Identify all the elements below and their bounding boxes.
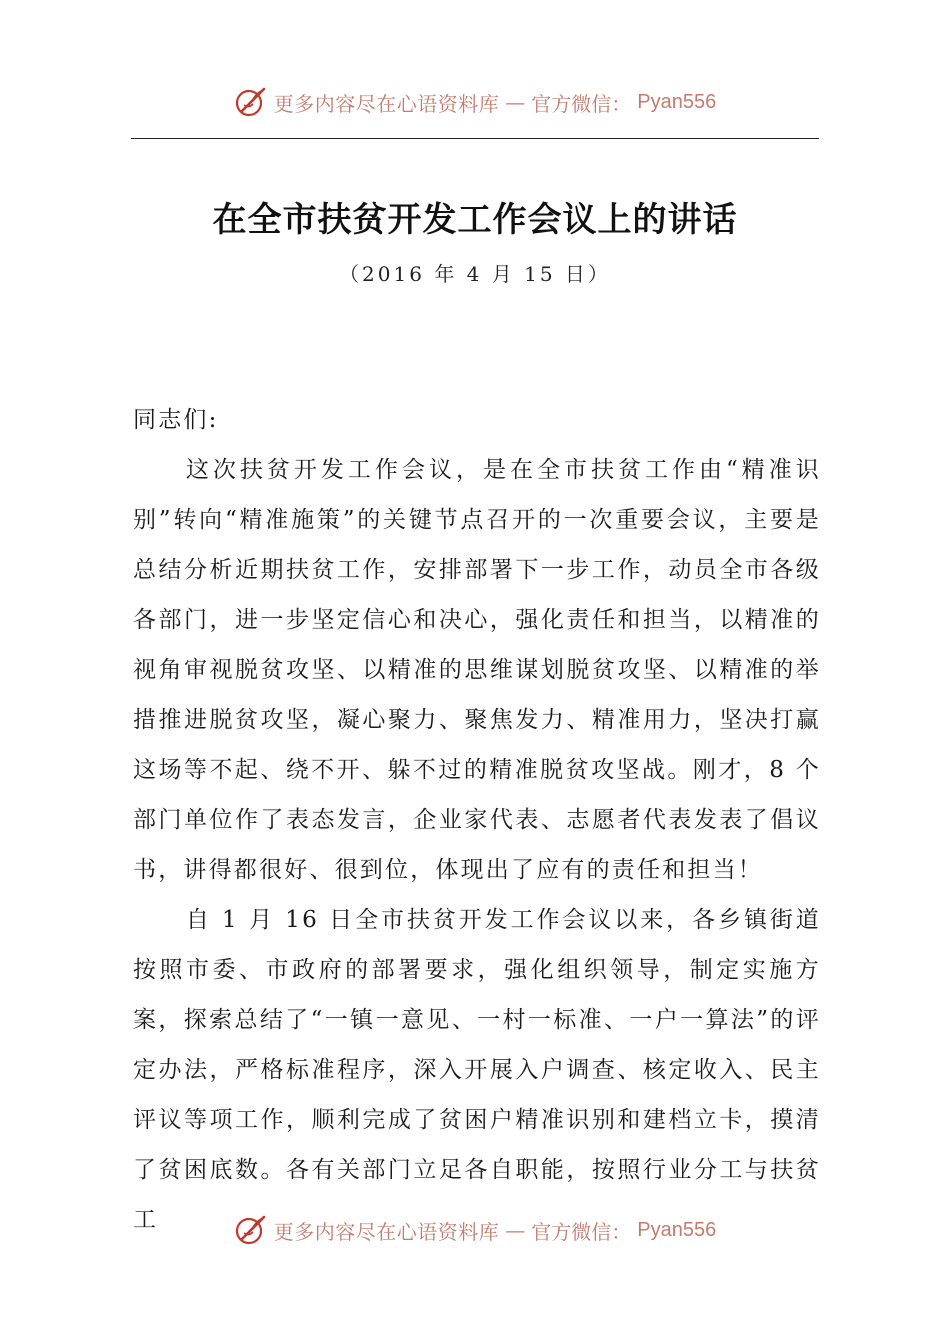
salutation: 同志们: xyxy=(133,407,219,433)
quill-logo-icon xyxy=(234,1213,268,1247)
footer-watermark xyxy=(0,1208,950,1252)
paragraph: 这次扶贫开发工作会议，是在全市扶贫工作由“精准识别”转向“精准施策”的关键节点召开的一次重要会议，主要是总结分析近期扶贫工作，安排部署下一步工作，动员全市各级各部门，进一步坚定信心和决心，强化责任和担当，以精准的视角审视脱贫攻坚、以精准的思维谋划脱贫攻坚、以精准的举措推进脱贫攻坚，凝心聚力、聚焦发力、精准用力，坚决打赢这场等不起、绕不开、躲不过的精准脱贫攻坚战。刚才，8 个部门单位作了表态发言，企业家代表、志愿者代表发表了倡议书，讲得都很好、很到位，体现出了应有的责任和担当！ xyxy=(133,457,821,883)
watermark-site-text: 更多内容尽在心语资料库 xyxy=(273,1219,500,1244)
watermark-wechat-label: 官方微信： xyxy=(531,91,632,116)
watermark-wechat-label: 官方微信： xyxy=(531,1219,632,1244)
header-divider xyxy=(131,138,819,139)
document-body xyxy=(133,395,821,1245)
watermark-site-text: 更多内容尽在心语资料库 xyxy=(273,91,500,116)
watermark-wechat-id: Pyan556 xyxy=(637,1218,717,1241)
quill-logo-icon xyxy=(234,85,268,119)
paragraph: 自 1 月 16 日全市扶贫开发工作会议以来，各乡镇街道按照市委、市政府的部署要求，强化组织领导，制定实施方案，探索总结了“一镇一意见、一村一标准、一户一算法”的评定办法，严格标准程序，深入开展入户调查、核定收入、民主评议等项工作，顺利完成了贫困户精准识别和建档立卡，摸清了贫困底数。各有关部门立足各自职能，按照行业分工与扶贫工 xyxy=(133,907,821,1233)
watermark-separator: — xyxy=(505,90,526,114)
document-title: 在全市扶贫开发工作会议上的讲话 xyxy=(212,200,738,240)
watermark-wechat-id: Pyan556 xyxy=(637,90,717,113)
watermark-separator: — xyxy=(505,1218,526,1242)
header-watermark xyxy=(0,80,950,124)
document-date: （2016 年 4 月 15 日） xyxy=(339,262,611,286)
